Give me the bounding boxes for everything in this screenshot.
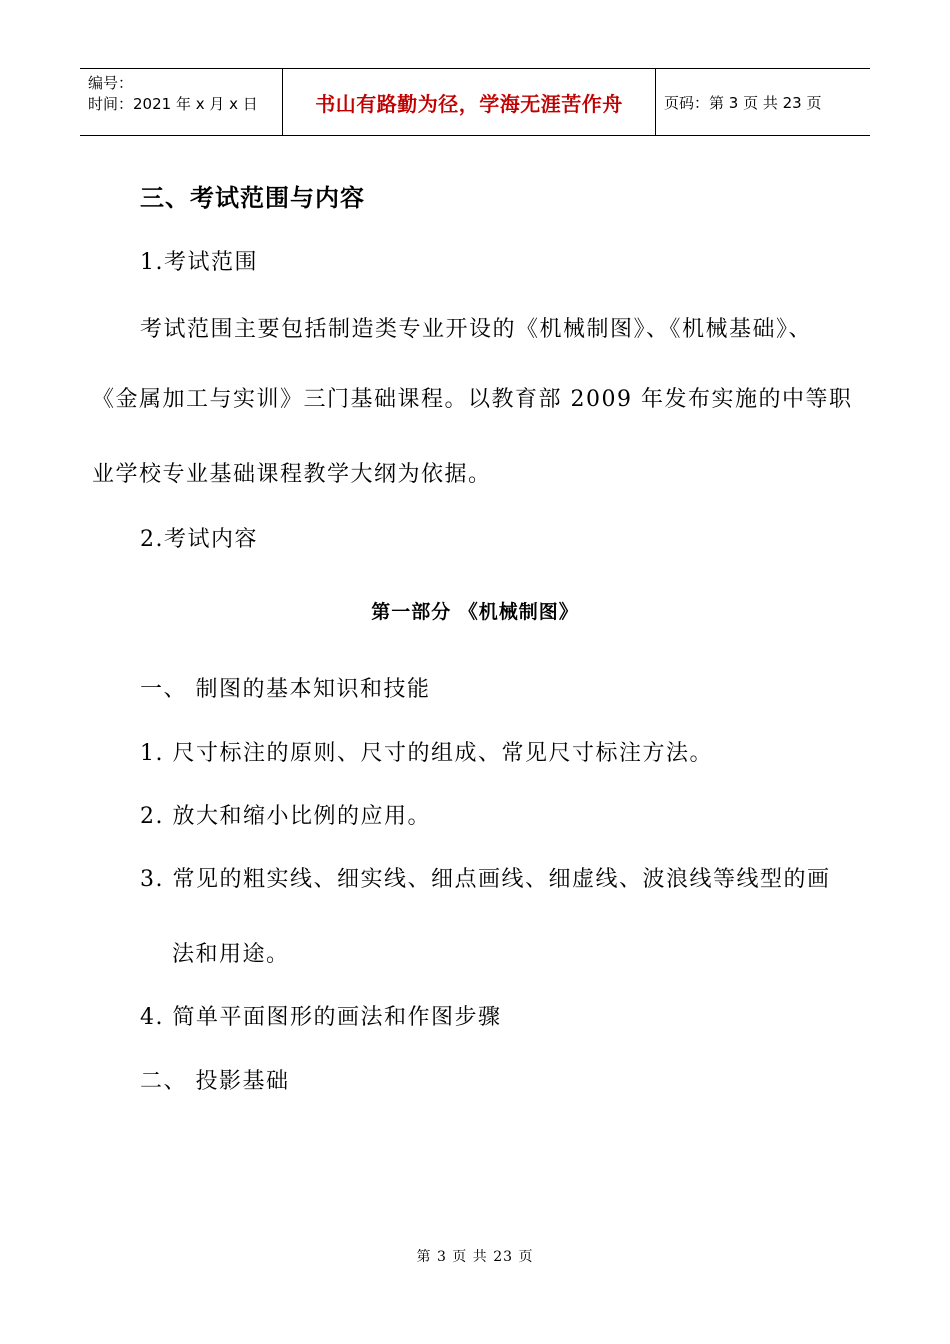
list-item: 1. 尺寸标注的原则、尺寸的组成、常见尺寸标注方法。 (140, 741, 713, 766)
topic-heading: 一、 制图的基本知识和技能 (140, 677, 431, 702)
header-motto: 书山有路勤为径，学海无涯苦作舟 (282, 69, 656, 135)
page-header (80, 68, 870, 136)
scope-heading: 1.考试范围 (140, 250, 258, 275)
part-title: 第一部分 《机械制图》 (371, 601, 579, 623)
list-item: 2. 放大和缩小比例的应用。 (140, 804, 431, 829)
page-footer: 第 3 页 共 23 页 (416, 1249, 534, 1265)
topic-heading: 二、 投影基础 (140, 1069, 290, 1094)
list-item: 3. 常见的粗实线、细实线、细点画线、细虚线、波浪线等线型的画 (140, 867, 831, 892)
list-item: 4. 简单平面图形的画法和作图步骤 (140, 1005, 502, 1030)
scope-paragraph-line: 考试范围主要包括制造类专业开设的《机械制图》、《机械基础》、 (140, 317, 813, 342)
content-heading: 2.考试内容 (140, 527, 258, 552)
document-date: 时间：2021 年 x 月 x 日 (88, 95, 258, 113)
list-item-continuation: 法和用途。 (172, 942, 290, 967)
scope-paragraph-line: 业学校专业基础课程教学大纲为依据。 (92, 462, 492, 487)
scope-paragraph-line: 《金属加工与实训》三门基础课程。以教育部 2009 年发布实施的中等职 (92, 387, 853, 412)
section-title: 三、考试范围与内容 (140, 184, 365, 212)
header-page-info: 页码：第 3 页 共 23 页 (664, 93, 822, 112)
document-number-label: 编号： (88, 74, 134, 92)
header-meta (80, 69, 282, 135)
